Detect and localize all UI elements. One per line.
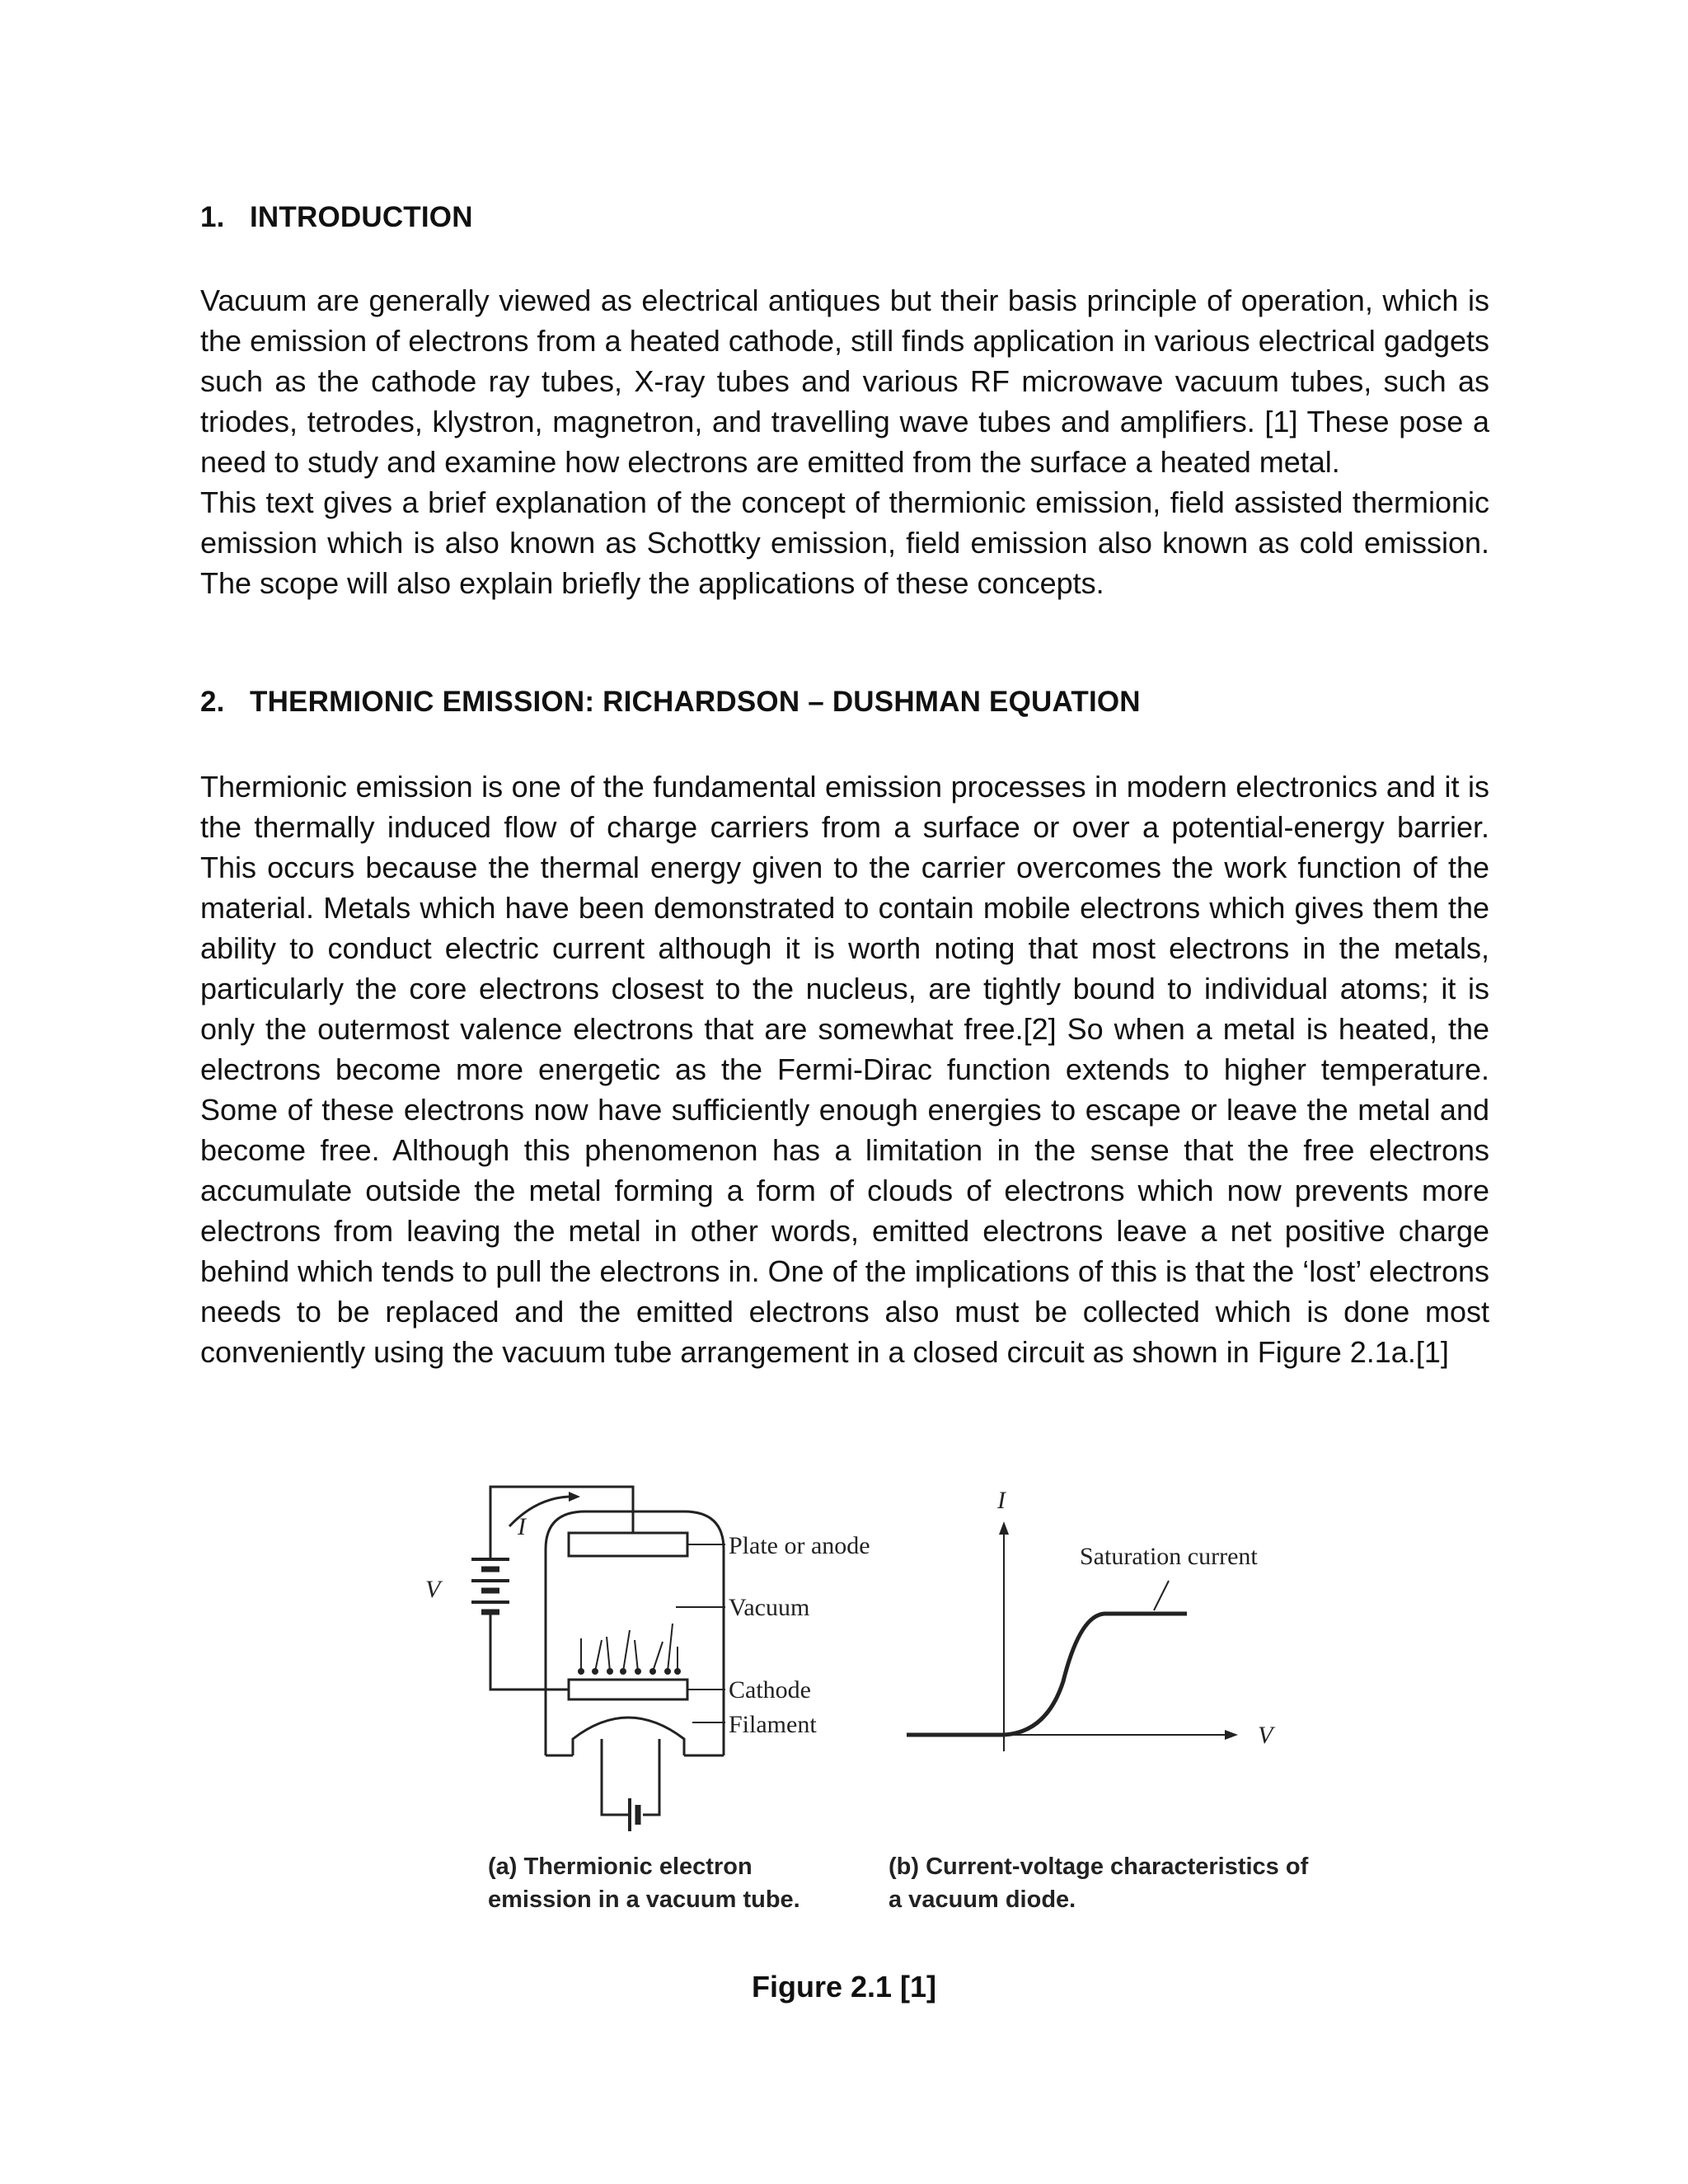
x-axis-label: V bbox=[1258, 1722, 1273, 1749]
voltage-label: V bbox=[425, 1576, 441, 1603]
iv-curve bbox=[907, 1614, 1187, 1735]
section-number: 1. bbox=[200, 201, 225, 233]
introduction-paragraph-2: This text gives a brief explanation of the concept of thermionic emission, field assisted thermionic emission which is also known as Schottky emission, field emission also known as cold emission. The scope will also explain briefly the applications of these concepts. bbox=[200, 485, 1489, 600]
current-arrowhead bbox=[569, 1492, 580, 1502]
caption-a-line-2: emission in a vacuum tube. bbox=[488, 1886, 800, 1913]
anode-plate bbox=[569, 1533, 687, 1556]
y-axis-arrowhead bbox=[999, 1521, 1009, 1535]
cathode-plate bbox=[569, 1680, 687, 1699]
x-axis-arrowhead bbox=[1225, 1730, 1238, 1740]
electron-arrows bbox=[581, 1624, 678, 1671]
annotation-leader bbox=[1154, 1581, 1169, 1610]
vacuum-label: Vacuum bbox=[729, 1594, 810, 1621]
section-number: 2. bbox=[200, 686, 225, 718]
thermionic-body bbox=[200, 766, 1489, 1372]
thermionic-paragraph: Thermionic emission is one of the fundamental emission processes in modern electronics and it is the thermally induced flow of charge carriers from a surface or over a potential-energy barrier. This occurs because the thermal energy given to the carrier overcomes the work function of the material. Metals which have been demonstrated to contain mobile electrons which gives them the ability to conduct electric current although it is worth noting that most electrons in the metals, particularly the core electrons closest to the nucleus, are tightly bound to individual atoms; it is only the outermost valence electrons that are somewhat free.[2] So when a metal is heated, the electrons become more energetic as the Fermi-Dirac function extends to higher temperature. Some of these electrons now have sufficiently enough energies to escape or leave the metal and become free. Although this phenomenon has a limitation in the sense that the free electrons accumulate outside the metal forming a form of clouds of electrons which now prevents more electrons from leaving the metal in other words, emitted electrons leave a net positive charge behind which tends to pull the electrons in. One of the implications of this is that the ‘lost’ electrons needs to be replaced and the emitted electrons also must be collected which is done most conveniently using the vacuum tube arrangement in a closed circuit as shown in Figure 2.1a.[1] bbox=[200, 770, 1489, 1369]
vacuum-tube-diagram bbox=[471, 1487, 725, 1831]
introduction-paragraph: Vacuum are generally viewed as electrical antiques but their basis principle of operation, which is the emission of electrons from a heated cathode, still finds application in various electrical gadgets such as the cathode ray tubes, X-ray tubes and various RF microwave vacuum tubes, such as triodes, tetrodes, klystron, magnetron, and travelling wave tubes and amplifiers. [1] These pose a need to study and examine how electrons are emitted from the surface a heated metal. bbox=[200, 284, 1489, 479]
caption-b-line-2: a vacuum diode. bbox=[889, 1886, 1076, 1913]
plate-label: Plate or anode bbox=[729, 1532, 870, 1559]
caption-a-line-1: (a) Thermionic electron bbox=[488, 1854, 753, 1880]
caption-b-line-1: (b) Current-voltage characteristics of bbox=[889, 1854, 1309, 1880]
caption-a bbox=[488, 1850, 851, 1916]
figure-title: Figure 2.1 [1] bbox=[751, 1970, 937, 2004]
section-title: INTRODUCTION bbox=[250, 201, 473, 233]
section-title: THERMIONIC EMISSION: RICHARDSON – DUSHMAN EQUATION bbox=[250, 686, 1141, 718]
section-heading-thermionic-emission bbox=[200, 686, 1141, 719]
cathode-label: Cathode bbox=[729, 1676, 811, 1704]
circuit-wire-cathode bbox=[490, 1614, 569, 1690]
filament-wire-right bbox=[643, 1739, 659, 1815]
caption-b bbox=[889, 1850, 1317, 1916]
y-axis-label: I bbox=[997, 1487, 1006, 1514]
saturation-annotation: Saturation current bbox=[1080, 1543, 1258, 1570]
filament-wire-left bbox=[602, 1739, 628, 1815]
electron-dots bbox=[578, 1668, 681, 1675]
battery-v-icon bbox=[471, 1559, 509, 1612]
introduction-body bbox=[200, 280, 1489, 603]
current-label: I bbox=[518, 1513, 526, 1540]
section-heading-introduction bbox=[200, 201, 473, 234]
filament-icon bbox=[573, 1718, 684, 1755]
filament-label: Filament bbox=[729, 1711, 817, 1738]
